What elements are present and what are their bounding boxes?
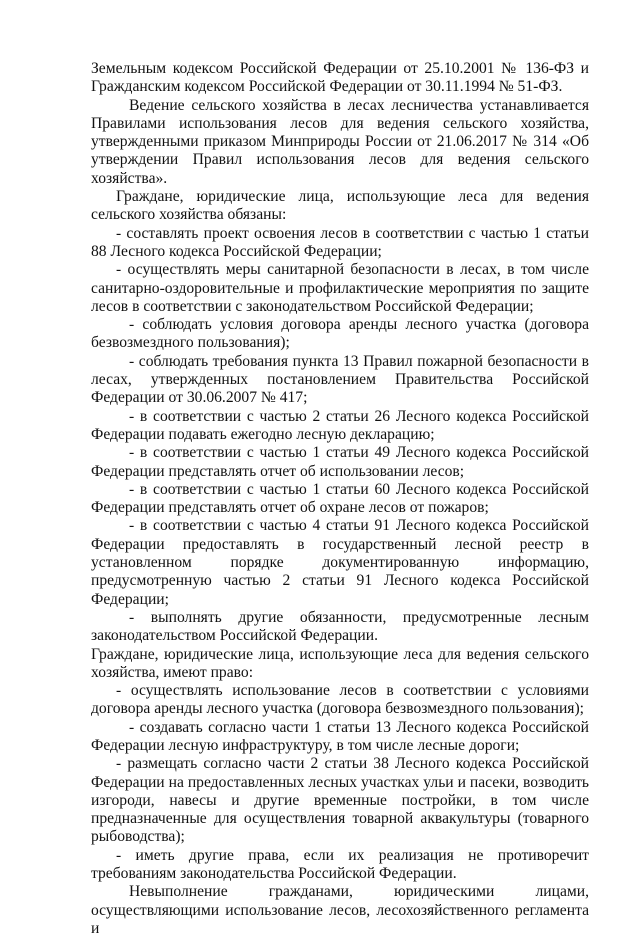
list-item-obligation: - в соответствии с частью 2 статьи 26 Лесного кодекса Российской Федерации подавать ежегодно лесную декларацию; [91,407,589,443]
list-item-obligation: - в соответствии с частью 4 статьи 91 Лесного кодекса Российской Федерации предоставлять в государственный лесной реестр в установленном порядке документированную информацию, предусмотренную частью 2 статьи 91 Лесного кодекса Российской Федерации; [91,517,589,608]
paragraph-agriculture-rules: Ведение сельского хозяйства в лесах лесничества устанавливается Правилами использования лесов для ведения сельского хозяйства, утвержденными приказом Минприроды России от 21.06.2017 № 314 «Об утверждении Правил использования лесов для ведения сельского хозяйства». [91,96,589,187]
list-item-right: - создавать согласно части 1 статьи 13 Лесного кодекса Российской Федерации лесную инфраструктуру, в том числе лесные дороги; [91,718,589,754]
list-item-obligation: - в соответствии с частью 1 статьи 60 Лесного кодекса Российской Федерации представлять отчет об охране лесов от пожаров; [91,480,589,517]
list-item-obligation: - соблюдать требования пункта 13 Правил пожарной безопасности в лесах, утвержденных постановлением Правительства Российской Федерации от 30.06.2007 № 417; [91,352,589,407]
document-body [91,60,589,938]
list-item-obligation: - выполнять другие обязанности, предусмотренные лесным законодательством Российской Федерации. [91,608,589,645]
list-item-right: - осуществлять использование лесов в соответствии с условиями договора аренды лесного участка (договора безвозмездного пользования); [91,682,589,718]
list-item-obligation: - осуществлять меры санитарной безопасности в лесах, в том числе санитарно-оздоровительные и профилактические мероприятия по защите лесов в соответствии с законодательством Российской Федерации; [91,261,589,315]
list-item-right: - иметь другие права, если их реализация не противоречит требованиям законодательства Российской Федерации. [91,846,589,883]
paragraph-rights-intro: Граждане, юридические лица, использующие леса для ведения сельского хозяйства, имеют право: [91,645,589,681]
list-item-obligation: - соблюдать условия договора аренды лесного участка (договора безвозмездного пользования); [91,316,589,352]
list-item-obligation: - составлять проект освоения лесов в соответствии с частью 1 статьи 88 Лесного кодекса Российской Федерации; [91,224,589,260]
paragraph-continuation: Земельным кодексом Российской Федерации от 25.10.2001 № 136-ФЗ и Гражданским кодексом Российской Федерации от 30.11.1994 № 51-ФЗ. [91,60,589,96]
paragraph-noncompliance: Невыполнение гражданами, юридическими лицами, осуществляющими использование лесов, лесохозяйственного регламента и [91,883,589,937]
paragraph-obligations-intro: Граждане, юридические лица, использующие леса для ведения сельского хозяйства обязаны: [91,188,589,224]
list-item-right: - размещать согласно части 2 статьи 38 Лесного кодекса Российской Федерации на предоставленных лесных участках ульи и пасеки, возводить изгороди, навесы и другие временные постройки, в том числе предназначенные для осуществления товарной аквакультуры (товарного рыбоводства); [91,755,589,846]
list-item-obligation: - в соответствии с частью 1 статьи 49 Лесного кодекса Российской Федерации представлять отчет об использовании лесов; [91,444,589,480]
